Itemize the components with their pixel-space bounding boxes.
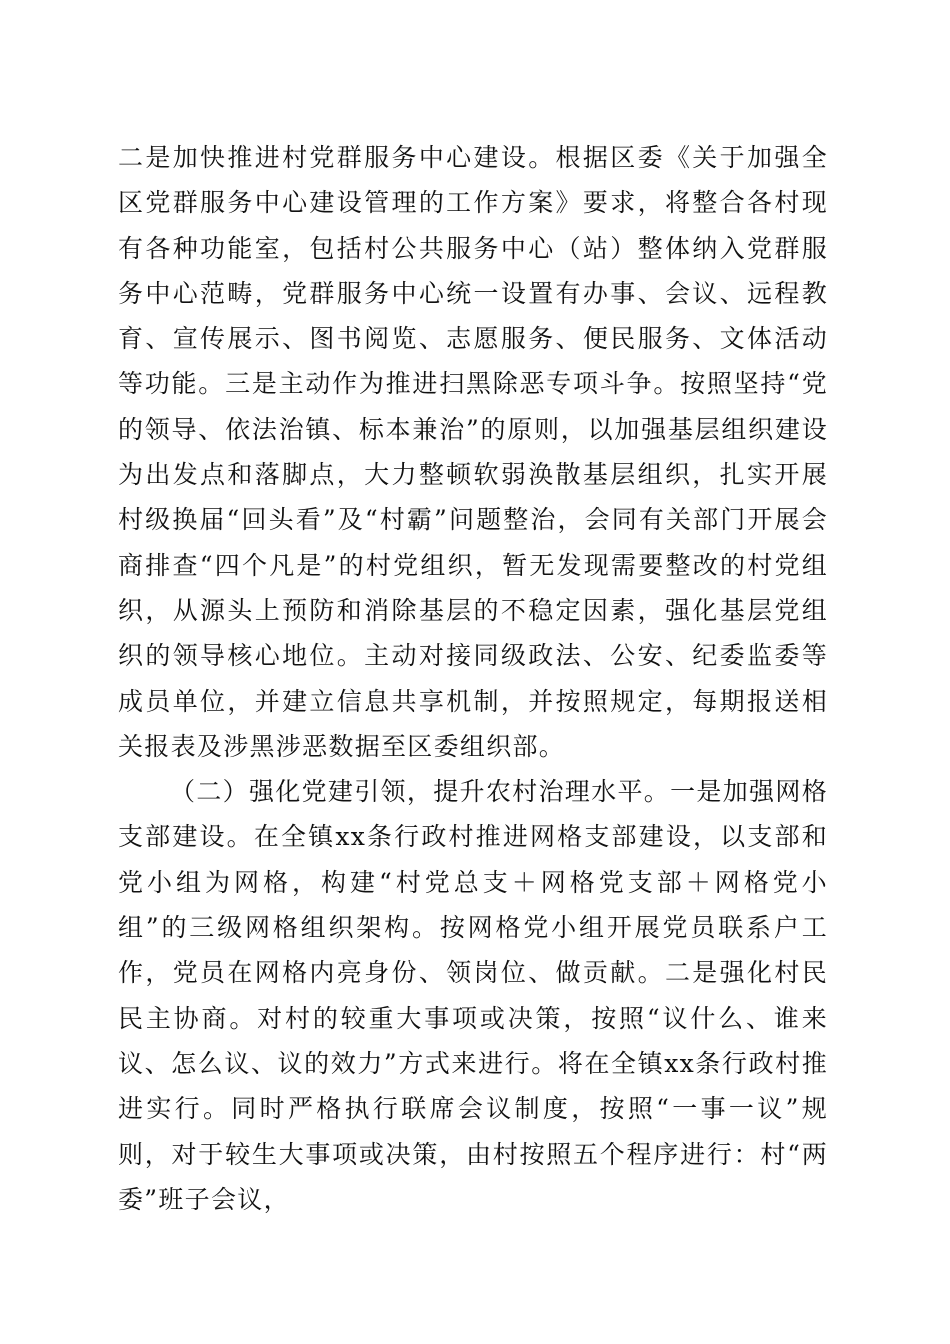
- paragraph-party-building-leadership: [118, 769, 828, 1222]
- document-page: [118, 135, 828, 1222]
- paragraph-text: 一是加强网格支部建设。在全镇xx条行政村推进网格支部建设，以支部和党小组为网格，构建“村党总支＋网格党支部＋网格党小组”的三级网格组织架构。按网格党小组开展党员联系户工作，党员在网格内亮身份、领岗位、做贡献。二是强化村民民主协商。对村的较重大事项或决策，按照“议什么、谁来议、怎么议、议的效力”方式来进行。将在全镇xx条行政村推进实行。同时严格执行联席会议制度，按照“一事一议”规则，对于较生大事项或决策，由村按照五个程序进行：村“两委”班子会议，: [118, 777, 828, 1214]
- paragraph-text: 二是加快推进村党群服务中心建设。根据区委《关于加强全区党群服务中心建设管理的工作方案》要求，将整合各村现有各种功能室，包括村公共服务中心（站）整体纳入党群服务中心范畴，党群服务中心统一设置有办事、会议、远程教育、宣传展示、图书阅览、志愿服务、便民服务、文体活动等功能。三是主动作为推进扫黑除恶专项斗争。按照坚持“党的领导、依法治镇、标本兼治”的原则，以加强基层组织建设为出发点和落脚点，大力整顿软弱涣散基层组织，扎实开展村级换届“回头看”及“村霸”问题整治，会同有关部门开展会商排查“四个凡是”的村党组织，暂无发现需要整改的村党组织，从源头上预防和消除基层的不稳定因素，强化基层党组织的领导核心地位。主动对接同级政法、公安、纪委监委等成员单位，并建立信息共享机制，并按照规定，每期报送相关报表及涉黑涉恶数据至区委组织部。: [118, 143, 828, 761]
- paragraph-party-service-center: [118, 135, 828, 769]
- section-heading: （二）强化党建引领，提升农村治理水平。: [170, 777, 671, 807]
